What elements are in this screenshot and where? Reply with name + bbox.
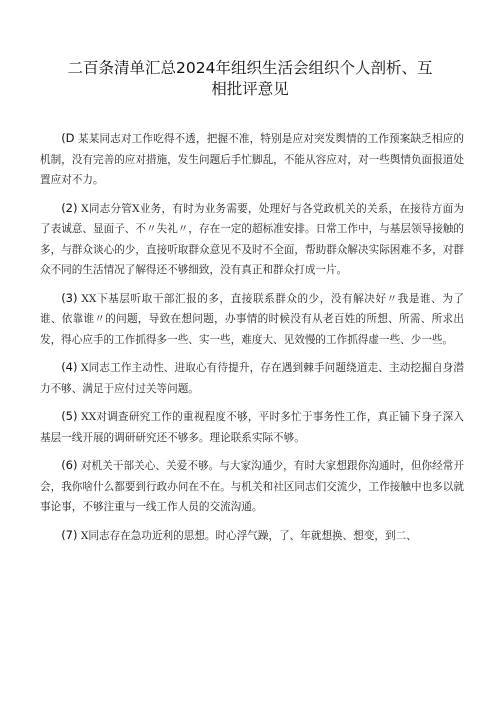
paragraph-text: 某某同志对工作吃得不透，把握不准，特别是应对突发舆情的工作预案缺乏相应的机制，没有完善的应对措施，发生问题后手忙脚乱，不能从容应对，对一些舆情负面报道处置应对不力。 <box>40 133 464 186</box>
paragraph-number: (3) <box>61 290 78 305</box>
paragraph <box>40 128 464 191</box>
paragraph-text: X同志工作主动性、进取心有待提升，存在遇到棘手问题绕道走、主动挖掘自身潜力不够、满足于应付过关等问题。 <box>40 362 464 395</box>
paragraph <box>40 198 464 281</box>
title-line-1: 二百条清单汇总2024年组织生活会组织个人剖析、互 <box>67 59 433 77</box>
paragraph-text: XX下基层听取干部汇报的多，直接联系群众的少，没有解决好〃我是谁、为了谁、依靠谁〃的问题，导致在想问题，办事情的时候没有从老百姓的所想、所需、所求出发，得心应手的工作抓得多一些、实一些，难度大、见效慢的工作抓得虚一些、少一些。 <box>40 292 464 346</box>
paragraph-number: (6) <box>61 458 78 472</box>
document-body <box>40 128 464 553</box>
paragraph <box>40 357 464 399</box>
paragraph-text: 对机关干部关心、关爱不够。与大家沟通少，有时大家想跟你沟通时，但你经常开会，我你啥什么都要到行政办问在不在。与机关和社区同志们交流少，工作接触中也多以就事论事，不够注重与一线工作人员的交流沟通。 <box>40 460 464 513</box>
paragraph <box>40 525 464 547</box>
paragraph-text: XX对调查研究工作的重视程度不够，平时多忙于事务性工作，真正铺下身子深入基层一线开展的调研研究还不够多。理论联系实际不够。 <box>40 411 464 444</box>
paragraph-number: (7) <box>61 527 78 542</box>
paragraph <box>40 455 464 518</box>
paragraph-number: (5) <box>61 409 78 423</box>
paragraph <box>40 288 464 351</box>
paragraph-number: (D <box>61 131 75 145</box>
paragraph-number: (2) <box>61 200 78 215</box>
paragraph-text: X同志存在急功近利的思想。时心浮气躁，了、年就想换、想变，到二、 <box>77 529 417 542</box>
document-title <box>50 58 450 100</box>
title-line-2: 相批评意见 <box>211 80 289 98</box>
paragraph-text: X同志分管X业务，有时为业务需要，处理好与各党政机关的关系，在接待方面为了表诚意、显面子、不〃失礼〃，存在一定的超标准安排。日常工作中，与基层领导接触的多，与群众谈心的少，直接听取群众意见不及时不全面，帮助群众解决实际困难不多，对群众不同的生活情况了解得还不够细致，没有真正和群众打成一片。 <box>40 202 464 276</box>
paragraph-number: (4) <box>61 360 78 374</box>
paragraph <box>40 406 464 448</box>
